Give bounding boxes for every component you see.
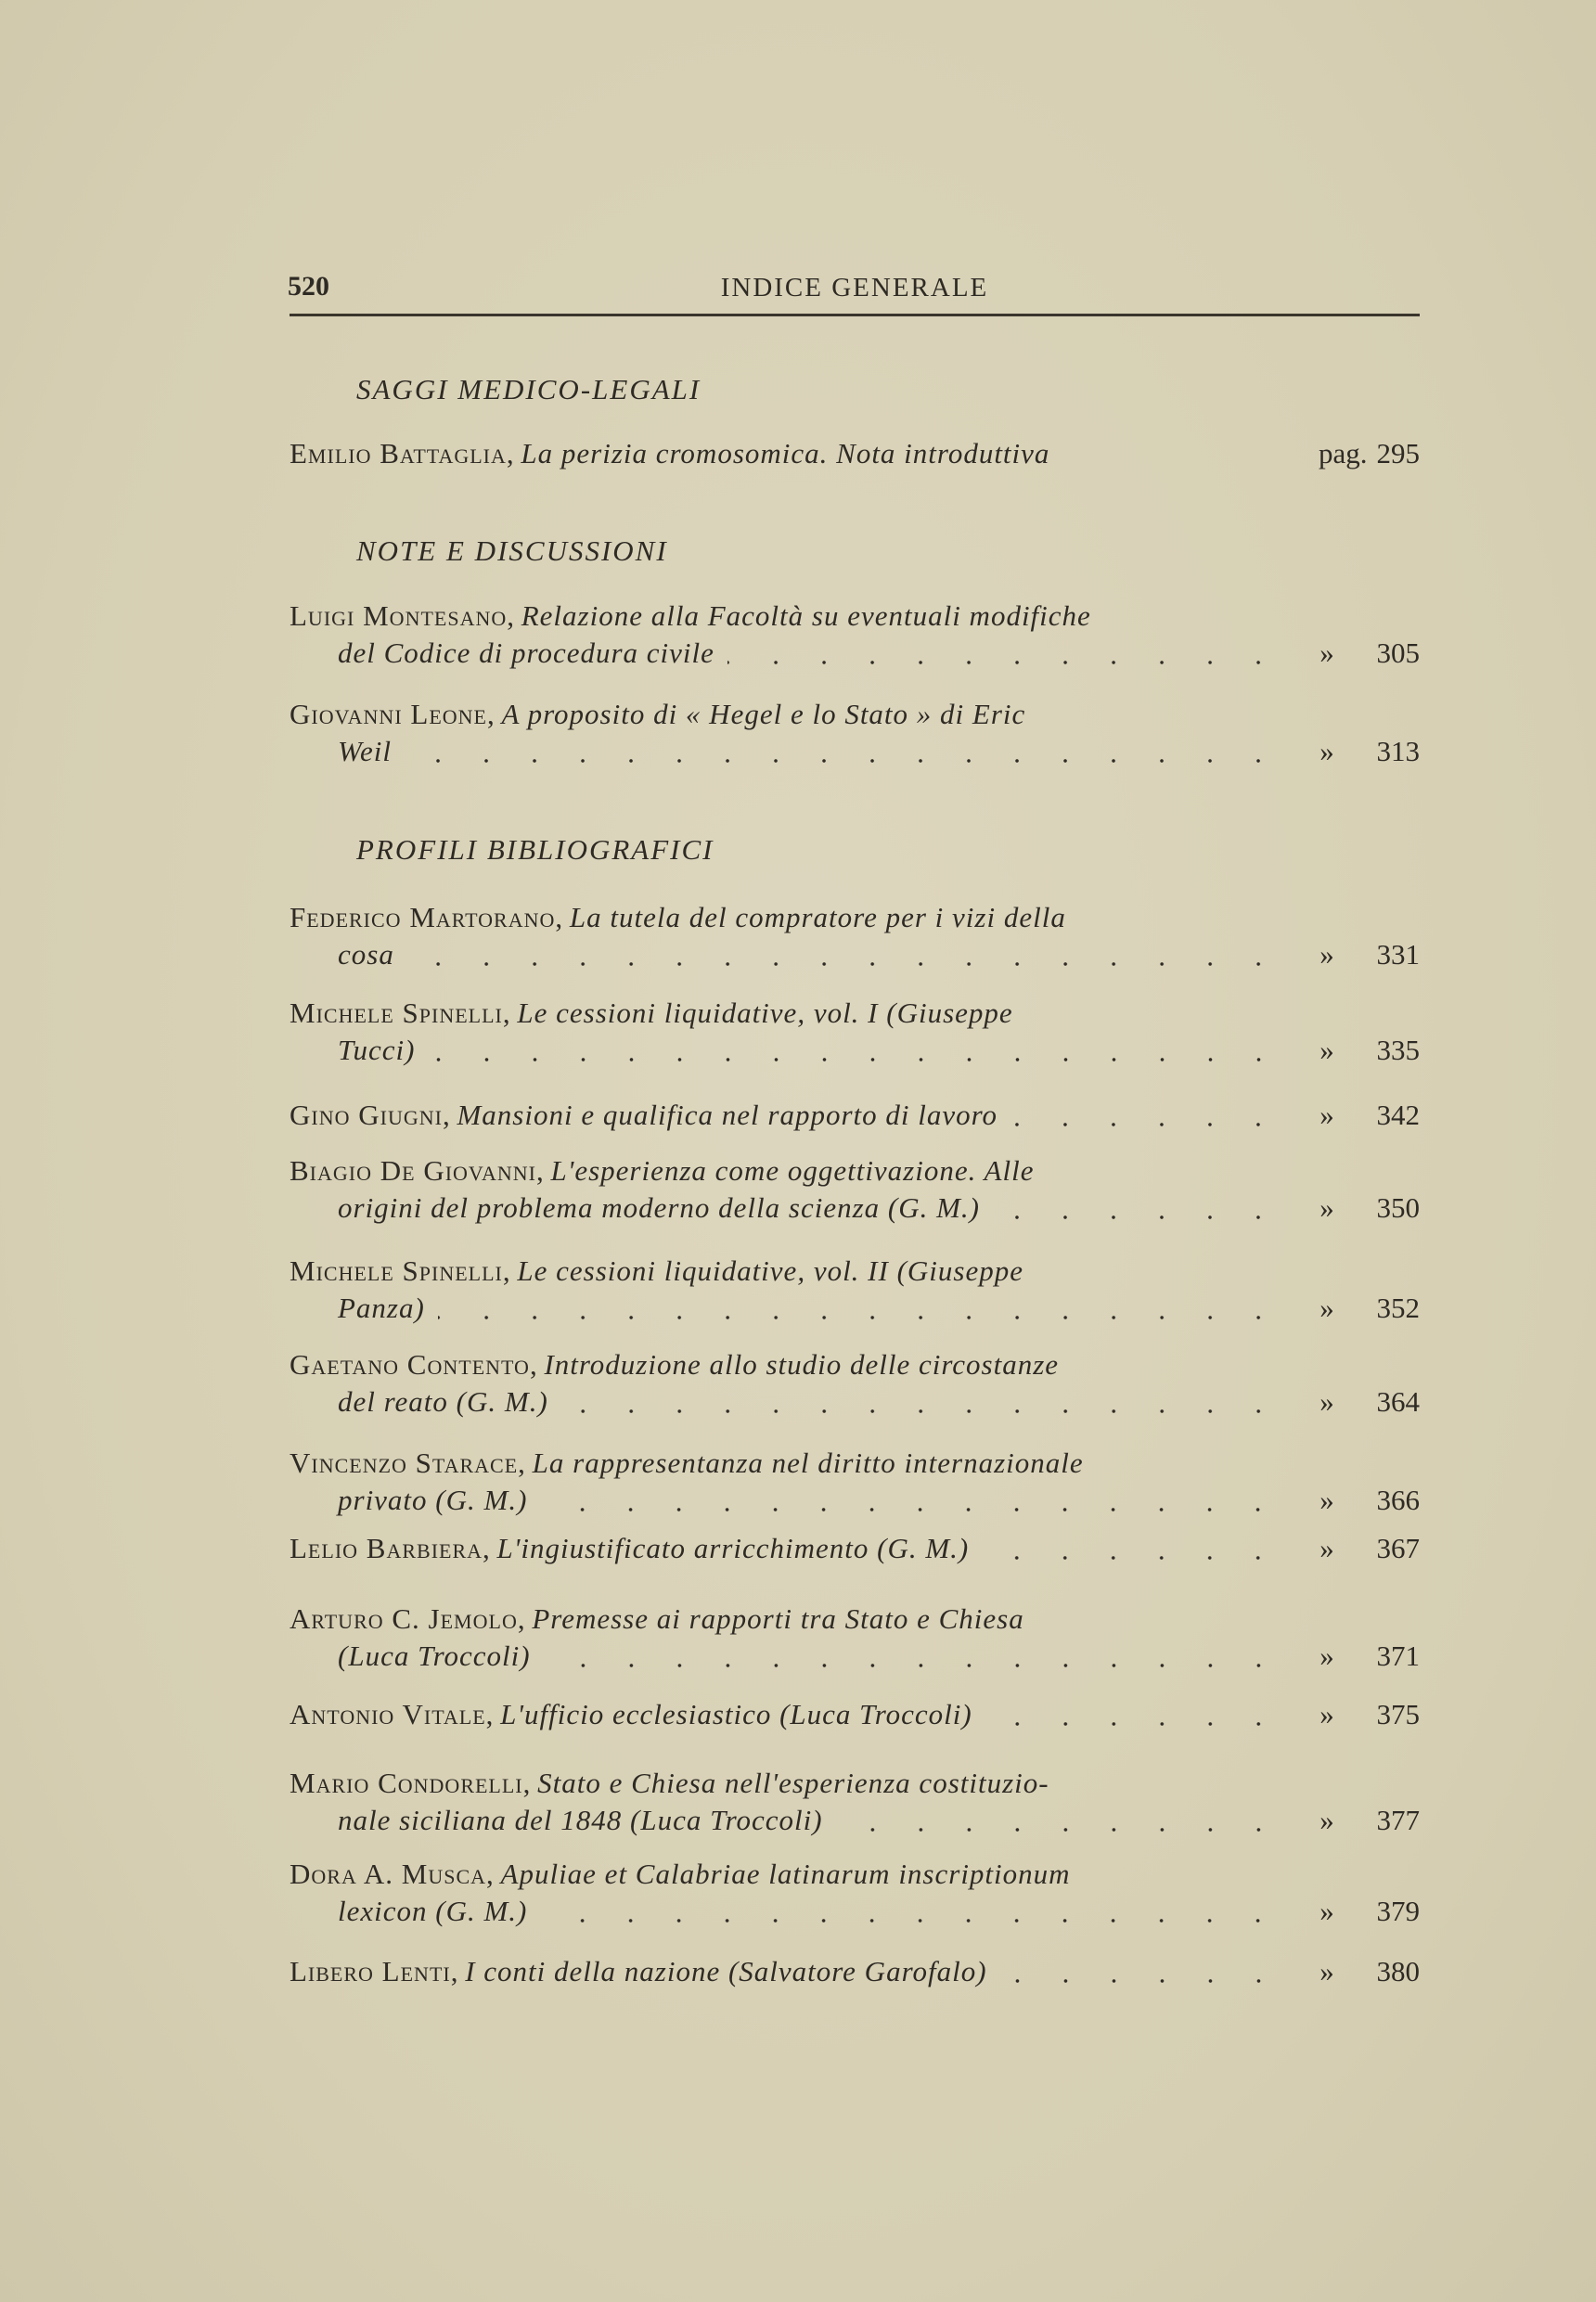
- entry-title-continued: privato (G. M.): [338, 1484, 528, 1516]
- index-entry: [290, 1445, 1420, 1519]
- entry-page-number: 371: [1376, 1640, 1420, 1672]
- dot-leader: [540, 1508, 1282, 1511]
- dot-leader: [985, 1722, 1282, 1726]
- index-entry: [290, 598, 1420, 672]
- index-entry: [290, 1601, 1420, 1675]
- page-marker: »: [1319, 1099, 1334, 1131]
- entry-title-continued: cosa: [338, 938, 394, 971]
- entry-author: Giovanni Leone: [290, 698, 487, 730]
- entry-page-number: 367: [1376, 1532, 1420, 1564]
- separator: ,: [502, 997, 518, 1029]
- dot-leader: [544, 1664, 1282, 1667]
- entry-title-continued: origini del problema moderno della scienza (G. M.): [338, 1191, 981, 1224]
- entry-page-number: 305: [1376, 637, 1420, 669]
- index-entry: [290, 1253, 1420, 1327]
- entry-line: [290, 1152, 1420, 1190]
- entry-title: La rappresentanza nel diritto internazionale: [532, 1447, 1084, 1479]
- separator: ,: [486, 1858, 501, 1890]
- entry-line-continued: [290, 1032, 1420, 1069]
- index-entry: [290, 1856, 1420, 1930]
- entry-page-number: 379: [1376, 1895, 1420, 1927]
- entry-page-number: 364: [1376, 1385, 1420, 1418]
- section-heading: SAGGI MEDICO-LEGALI: [356, 373, 701, 405]
- page-marker: »: [1319, 1292, 1334, 1324]
- entry-line: [290, 1346, 1420, 1383]
- entry-line: [290, 598, 1420, 635]
- index-entry: [290, 1530, 1420, 1567]
- dot-leader: [405, 759, 1282, 763]
- separator: ,: [483, 1532, 497, 1564]
- entry-title: Le cessioni liquidative, vol. I (Giuseppe: [517, 997, 1013, 1029]
- entry-author: Luigi Montesano: [290, 599, 508, 632]
- section-heading: NOTE E DISCUSSIONI: [356, 534, 668, 567]
- page-marker: »: [1319, 1640, 1334, 1672]
- entry-title-continued: del reato (G. M.): [338, 1385, 548, 1418]
- entry-title-continued: lexicon (G. M.): [338, 1895, 528, 1927]
- dot-leader: [438, 1316, 1282, 1319]
- entry-page-number: 295: [1376, 437, 1420, 469]
- entry-title: Apuliae et Calabriae latinarum inscriptionum: [500, 1858, 1071, 1890]
- index-entry: [290, 696, 1420, 770]
- dot-leader: [982, 1556, 1282, 1560]
- entry-author: Michele Spinelli: [290, 997, 503, 1029]
- entry-title-continued: Weil: [338, 735, 392, 767]
- running-title: INDICE GENERALE: [720, 273, 989, 302]
- entry-title-continued: Panza): [338, 1292, 425, 1324]
- entry-title: A proposito di « Hegel e lo Stato » di Eric: [501, 698, 1026, 730]
- entry-line-continued: [290, 1383, 1420, 1421]
- page-marker: »: [1319, 1484, 1334, 1516]
- page-marker: »: [1319, 1191, 1334, 1224]
- entry-line-continued: [290, 1893, 1420, 1930]
- entry-line-continued: [290, 1290, 1420, 1327]
- dot-leader: [407, 962, 1282, 966]
- entry-author: Antonio Vitale: [290, 1698, 486, 1730]
- separator: ,: [450, 1955, 466, 1987]
- entry-page-number: 335: [1376, 1034, 1420, 1066]
- separator: ,: [517, 1602, 533, 1635]
- entry-author: Arturo C. Jemolo: [290, 1602, 518, 1635]
- entry-line: [290, 1097, 1420, 1134]
- entry-author: Mario Condorelli: [290, 1767, 523, 1799]
- entry-page-number: 375: [1376, 1698, 1420, 1730]
- index-entry: [290, 1097, 1420, 1134]
- page-marker: »: [1319, 1698, 1334, 1730]
- entry-line: [290, 1856, 1420, 1893]
- entry-page-number: 342: [1376, 1099, 1420, 1131]
- entry-line-continued: [290, 1482, 1420, 1519]
- index-entry: [290, 1152, 1420, 1227]
- index-entry: [290, 899, 1420, 973]
- page-marker: »: [1319, 1385, 1334, 1418]
- separator: ,: [518, 1447, 533, 1479]
- index-entry: [290, 1346, 1420, 1421]
- entry-title: Stato e Chiesa nell'esperienza costituzio-: [537, 1767, 1049, 1799]
- entry-title: L'esperienza come oggettivazione. Alle: [550, 1154, 1035, 1187]
- entry-page-number: 350: [1376, 1191, 1420, 1224]
- page-marker: pag.: [1318, 437, 1368, 469]
- index-entry: [290, 995, 1420, 1069]
- entry-title: Introduzione allo studio delle circostanze: [544, 1348, 1060, 1381]
- dot-leader: [727, 661, 1282, 664]
- entry-author: Gino Giugni: [290, 1099, 443, 1131]
- separator: ,: [529, 1348, 545, 1381]
- entry-title-continued: nale siciliana del 1848 (Luca Troccoli): [338, 1804, 823, 1836]
- entry-line: [290, 1253, 1420, 1290]
- separator: ,: [535, 1154, 551, 1187]
- entry-line: [290, 696, 1420, 733]
- page-marker: »: [1319, 1955, 1334, 1987]
- separator: ,: [507, 599, 521, 632]
- dot-leader: [561, 1409, 1282, 1413]
- index-entry: [290, 1696, 1420, 1733]
- separator: ,: [502, 1254, 518, 1287]
- dot-leader: [1000, 1979, 1282, 1983]
- dot-leader: [1010, 1123, 1282, 1126]
- entry-page-number: 313: [1376, 735, 1420, 767]
- index-entry: [290, 1765, 1420, 1839]
- entry-title-continued: Tucci): [338, 1034, 416, 1066]
- entry-line: [290, 1696, 1420, 1733]
- dot-leader: [993, 1215, 1282, 1219]
- entry-title: L'ufficio ecclesiastico (Luca Troccoli): [500, 1698, 972, 1730]
- entry-author: Dora A. Musca: [290, 1858, 487, 1890]
- entry-title-continued: del Codice di procedura civile: [338, 637, 714, 669]
- separator: ,: [522, 1767, 538, 1799]
- entry-author: Lelio Barbiera: [290, 1532, 483, 1564]
- page-marker: »: [1319, 637, 1334, 669]
- separator: ,: [485, 1698, 501, 1730]
- dot-leader: [429, 1058, 1283, 1061]
- entry-line: [290, 899, 1420, 936]
- entry-page-number: 377: [1376, 1804, 1420, 1836]
- entry-line-continued: [290, 936, 1420, 973]
- entry-line-continued: [290, 1190, 1420, 1227]
- separator: ,: [555, 901, 570, 933]
- dot-leader: [836, 1828, 1282, 1832]
- entry-page-number: 331: [1376, 938, 1420, 971]
- index-entry: [290, 1953, 1420, 1990]
- entry-line: [290, 1445, 1420, 1482]
- entry-author: Federico Martorano: [290, 901, 556, 933]
- page-marker: »: [1319, 1804, 1334, 1836]
- page-marker: »: [1319, 938, 1334, 971]
- page-marker: »: [1319, 735, 1334, 767]
- entry-line: [290, 1530, 1420, 1567]
- entry-line-continued: [290, 1802, 1420, 1839]
- entry-author: Emilio Battaglia: [290, 437, 507, 469]
- page-number: 520: [288, 271, 329, 302]
- entry-author: Michele Spinelli: [290, 1254, 503, 1287]
- entry-title: L'ingiustificato arricchimento (G. M.): [496, 1532, 970, 1564]
- entry-title: Relazione alla Facoltà su eventuali modifiche: [521, 599, 1091, 632]
- page-marker: »: [1319, 1532, 1334, 1564]
- entry-author: Gaetano Contento: [290, 1348, 530, 1381]
- separator: ,: [486, 698, 502, 730]
- entry-line-continued: [290, 733, 1420, 770]
- page-marker: »: [1319, 1895, 1334, 1927]
- entry-page-number: 352: [1376, 1292, 1420, 1324]
- entry-title: I conti della nazione (Salvatore Garofalo): [465, 1955, 987, 1987]
- entry-author: Biagio De Giovanni: [290, 1154, 536, 1187]
- entry-author: Vincenzo Starace: [290, 1447, 519, 1479]
- entry-line: [290, 995, 1420, 1032]
- entry-page-number: 380: [1376, 1955, 1420, 1987]
- entry-line: [290, 1953, 1420, 1990]
- entry-line: [290, 435, 1420, 472]
- header-rule: [290, 314, 1420, 316]
- entry-title: La perizia cromosomica. Nota introduttiva: [521, 437, 1050, 469]
- entry-line: [290, 1765, 1420, 1802]
- entry-page-number: 366: [1376, 1484, 1420, 1516]
- entry-title-continued: (Luca Troccoli): [338, 1640, 531, 1672]
- dot-leader: [540, 1919, 1282, 1923]
- separator: ,: [442, 1099, 457, 1131]
- entry-line-continued: [290, 635, 1420, 672]
- entry-title: La tutela del compratore per i vizi della: [569, 901, 1066, 933]
- entry-author: Libero Lenti: [290, 1955, 451, 1987]
- entry-title: Le cessioni liquidative, vol. II (Giuseppe: [517, 1254, 1023, 1287]
- entry-title: Premesse ai rapporti tra Stato e Chiesa: [532, 1602, 1024, 1635]
- entry-line-continued: [290, 1638, 1420, 1675]
- separator: ,: [506, 437, 521, 469]
- entry-title: Mansioni e qualifica nel rapporto di lavoro: [457, 1099, 998, 1131]
- entry-line: [290, 1601, 1420, 1638]
- page-marker: »: [1319, 1034, 1334, 1066]
- section-heading: PROFILI BIBLIOGRAFICI: [356, 833, 714, 866]
- index-entry: [290, 435, 1420, 472]
